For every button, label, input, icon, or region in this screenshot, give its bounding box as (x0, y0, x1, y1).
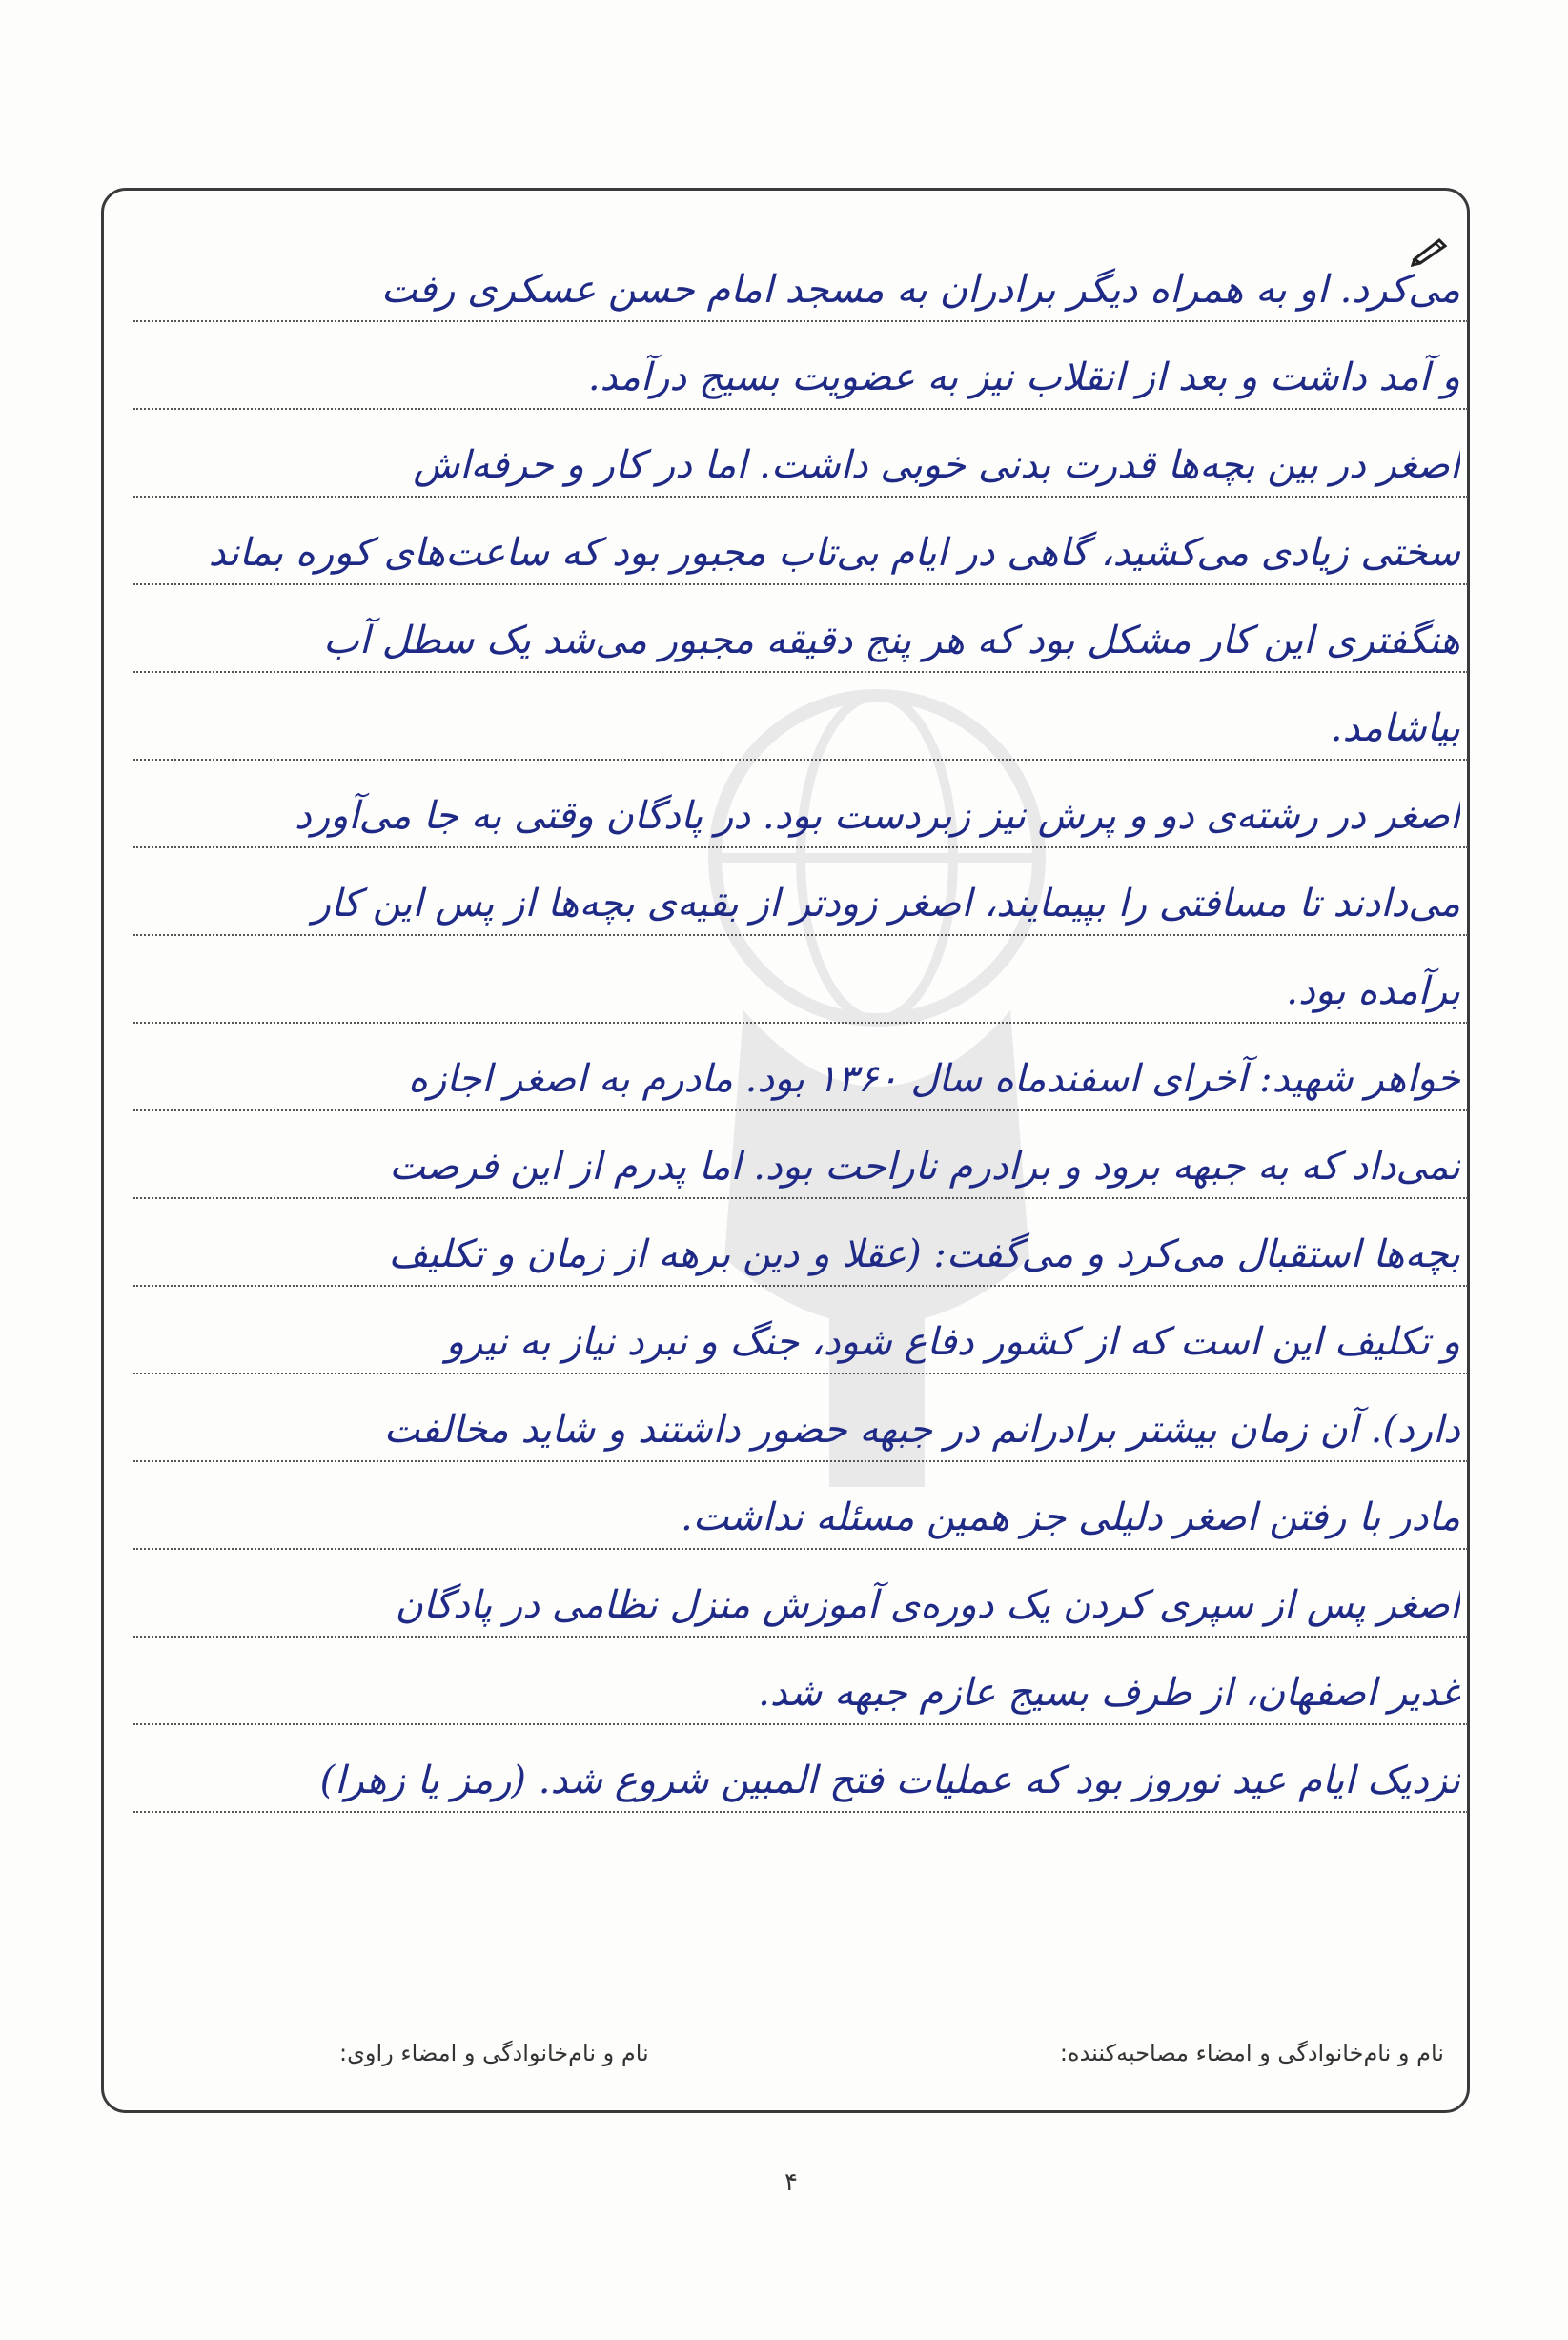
text-line (133, 1729, 1468, 1817)
handwritten-line: و آمد داشت و بعد از انقلاب نیز به عضویت بسیج درآمد. (587, 356, 1460, 399)
handwritten-text-area (133, 238, 1468, 1817)
text-line (133, 852, 1468, 940)
page-number: ۴ (784, 2168, 798, 2197)
handwritten-line: اصغر در رشته‌ی دو و پرش نیز زبردست بود. در پادگان وقتی به جا می‌آورد (295, 794, 1460, 838)
text-line (133, 501, 1468, 589)
text-line (133, 589, 1468, 677)
handwritten-line: و تکلیف این است که از کشور دفاع شود، جنگ و نبرد نیاز به نیرو (445, 1320, 1460, 1364)
text-line (133, 1028, 1468, 1115)
handwritten-line: اصغر در بین بچه‌ها قدرت بدنی خوبی داشت. اما در کار و حرفه‌اش (413, 443, 1460, 487)
text-line (133, 940, 1468, 1028)
handwritten-line: بیاشامد. (1330, 706, 1460, 750)
handwritten-line: اصغر پس از سپری کردن یک دوره‌ی آموزش منزل نظامی در پادگان (395, 1583, 1460, 1627)
handwritten-line: برآمده بود. (1286, 969, 1460, 1013)
handwritten-line: هنگفتری این کار مشکل بود که هر پنج دقیقه مجبور می‌شد یک سطل آب (323, 619, 1460, 662)
handwritten-line: می‌کرد. او به همراه دیگر برادران به مسجد امام حسن عسکری رفت (380, 268, 1460, 312)
handwritten-line: بچه‌ها استقبال می‌کرد و می‌گفت: (عقلا و دین برهه از زمان و تکلیف (388, 1232, 1460, 1276)
handwritten-line: دارد). آن زمان بیشتر برادرانم در جبهه حضور داشتند و شاید مخالفت (383, 1408, 1460, 1452)
narrator-signature-label: نام و نام‌خانوادگی و امضاء راوی: (339, 2040, 649, 2066)
text-line (133, 1641, 1468, 1729)
text-line (133, 677, 1468, 764)
text-line (133, 414, 1468, 501)
text-line (133, 1291, 1468, 1378)
handwritten-line: می‌دادند تا مسافتی را بپیمایند، اصغر زودتر از بقیه‌ی بچه‌ها از پس این کار (312, 882, 1460, 926)
text-line (133, 1554, 1468, 1641)
handwritten-line: نزدیک ایام عید نوروز بود که عملیات فتح المبین شروع شد. (رمز یا زهرا) (319, 1759, 1460, 1802)
handwritten-line: مادر با رفتن اصغر دلیلی جز همین مسئله نداشت. (681, 1496, 1460, 1539)
text-line (133, 1466, 1468, 1554)
text-line (133, 1115, 1468, 1203)
handwritten-line: غدیر اصفهان، از طرف بسیج عازم جبهه شد. (758, 1671, 1460, 1715)
text-line (133, 238, 1468, 326)
handwritten-line: نمی‌داد که به جبهه برود و برادرم ناراحت بود. اما پدرم از این فرصت (389, 1145, 1460, 1189)
text-line (133, 764, 1468, 852)
text-line (133, 1378, 1468, 1466)
interviewer-signature-label: نام و نام‌خانوادگی و امضاء مصاحبه‌کننده: (1059, 2040, 1444, 2066)
handwritten-line: خواهر شهید: آخرای اسفندماه سال ۱۳۶۰ بود. مادرم به اصغر اجازه (407, 1057, 1460, 1101)
text-line (133, 1203, 1468, 1291)
text-line (133, 326, 1468, 414)
handwritten-line: سختی زیادی می‌کشید، گاهی در ایام بی‌تاب مجبور بود که ساعت‌های کوره بماند (208, 531, 1460, 575)
